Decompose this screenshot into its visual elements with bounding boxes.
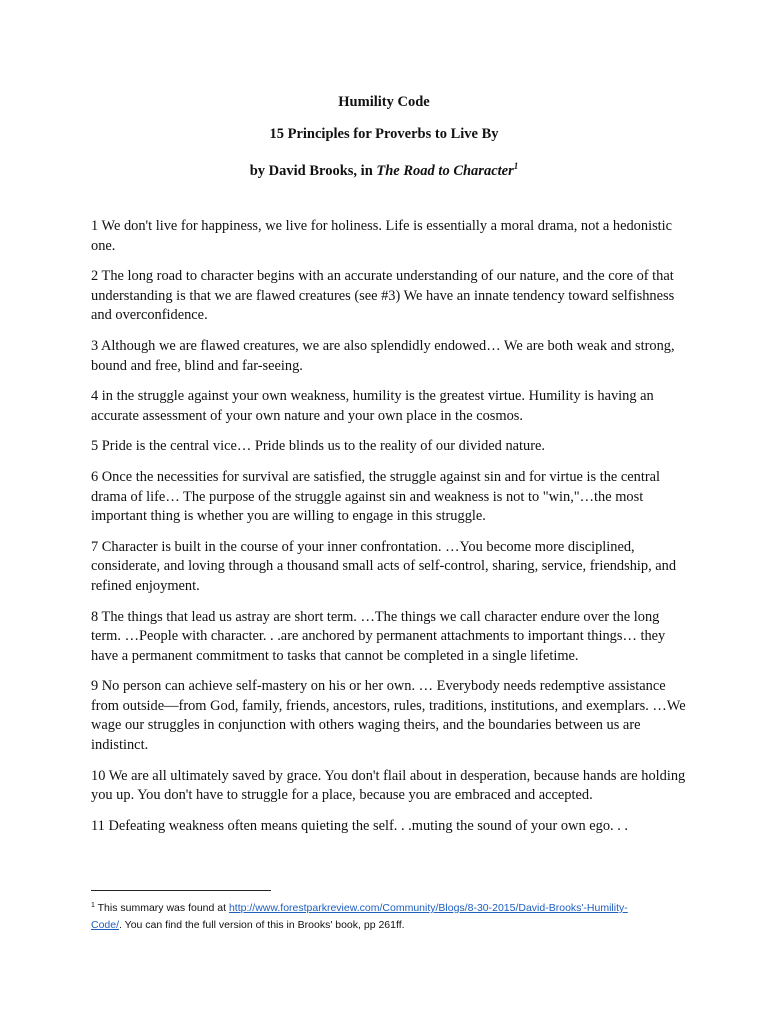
document-subtitle: 15 Principles for Proverbs to Live By [269, 126, 499, 142]
principle-paragraph: 7 Character is built in the course of your inner confrontation. …You become more disciplined, considerate, and loving through a thousand small acts of self-control, sharing, service, friendship, and refined enjoyment. [91, 538, 677, 594]
principle-paragraph: 1 We don't live for happiness, we live for holiness. Life is essentially a moral drama, not a hedonistic one. [91, 218, 673, 254]
principle-paragraph: 3 Although we are flawed creatures, we are also splendidly endowed… We are both weak and strong, bound and free, blind and far-seeing. [91, 337, 675, 374]
footnote-number: 1 [91, 902, 95, 909]
byline-prefix: by David Brooks, in [249, 163, 377, 179]
principle-paragraph: 4 in the struggle against your own weakness, humility is the greatest virtue. Humility is having an accurate assessment of your own nature and your own place in the cosmos. [91, 388, 654, 424]
principle-paragraph: 10 We are all ultimately saved by grace. You don't flail about in desperation, because hands are holding you up. You don't have to struggle for a place, because you are embraced and accepted. [91, 767, 686, 804]
footnote-suffix: . You can find the full version of this in Brooks' book, pp 261ff. [119, 919, 405, 931]
book-title: The Road to Character [376, 163, 514, 179]
footnote-separator [91, 890, 271, 891]
principle-paragraph: 6 Once the necessities for survival are satisfied, the struggle against sin and for virtue is the central drama of life… The purpose of the struggle against sin and weakness is not to "win,"…the most important thing is whether you are willing to engage in this struggle. [91, 468, 661, 525]
footnote [91, 897, 651, 934]
footnote-prefix: This summary was found at [94, 902, 229, 914]
footnote-reference[interactable]: 1 [513, 161, 519, 171]
byline [0, 156, 768, 181]
principle-paragraph: 8 The things that lead us astray are short term. …The things we call character endure over the long term. …People with character. . .are anchored by permanent attachments to important things… they have a permanent commitment to tasks that cannot be completed in a single lifetime. [91, 608, 666, 664]
principle-paragraph: 9 No person can achieve self-mastery on his or her own. … Everybody needs redemptive assistance from outside—from God, family, friends, ancestors, rules, traditions, institutions, and exemplars. …We wage our struggles in conjunction with others waging theirs, and the boundaries between us are indistinct. [91, 678, 686, 754]
principles-list [91, 217, 691, 847]
title-block [0, 92, 768, 193]
principle-paragraph: 5 Pride is the central vice… Pride blinds us to the reality of our divided nature. [91, 438, 545, 455]
principle-paragraph: 2 The long road to character begins with an accurate understanding of our nature, and the core of that understanding is that we are flawed creatures (see #3) We have an innate tendency toward selfishness and overconfidence. [91, 268, 675, 324]
principle-paragraph: 11 Defeating weakness often means quieting the self. . .muting the sound of your own ego. . . [91, 817, 628, 834]
document-title: Humility Code [338, 94, 430, 110]
footnote-link[interactable]: http://www.forestparkreview.com/Community/Blogs/8-30-2015/David-Brooks'-Humility-Code/ [91, 902, 628, 931]
